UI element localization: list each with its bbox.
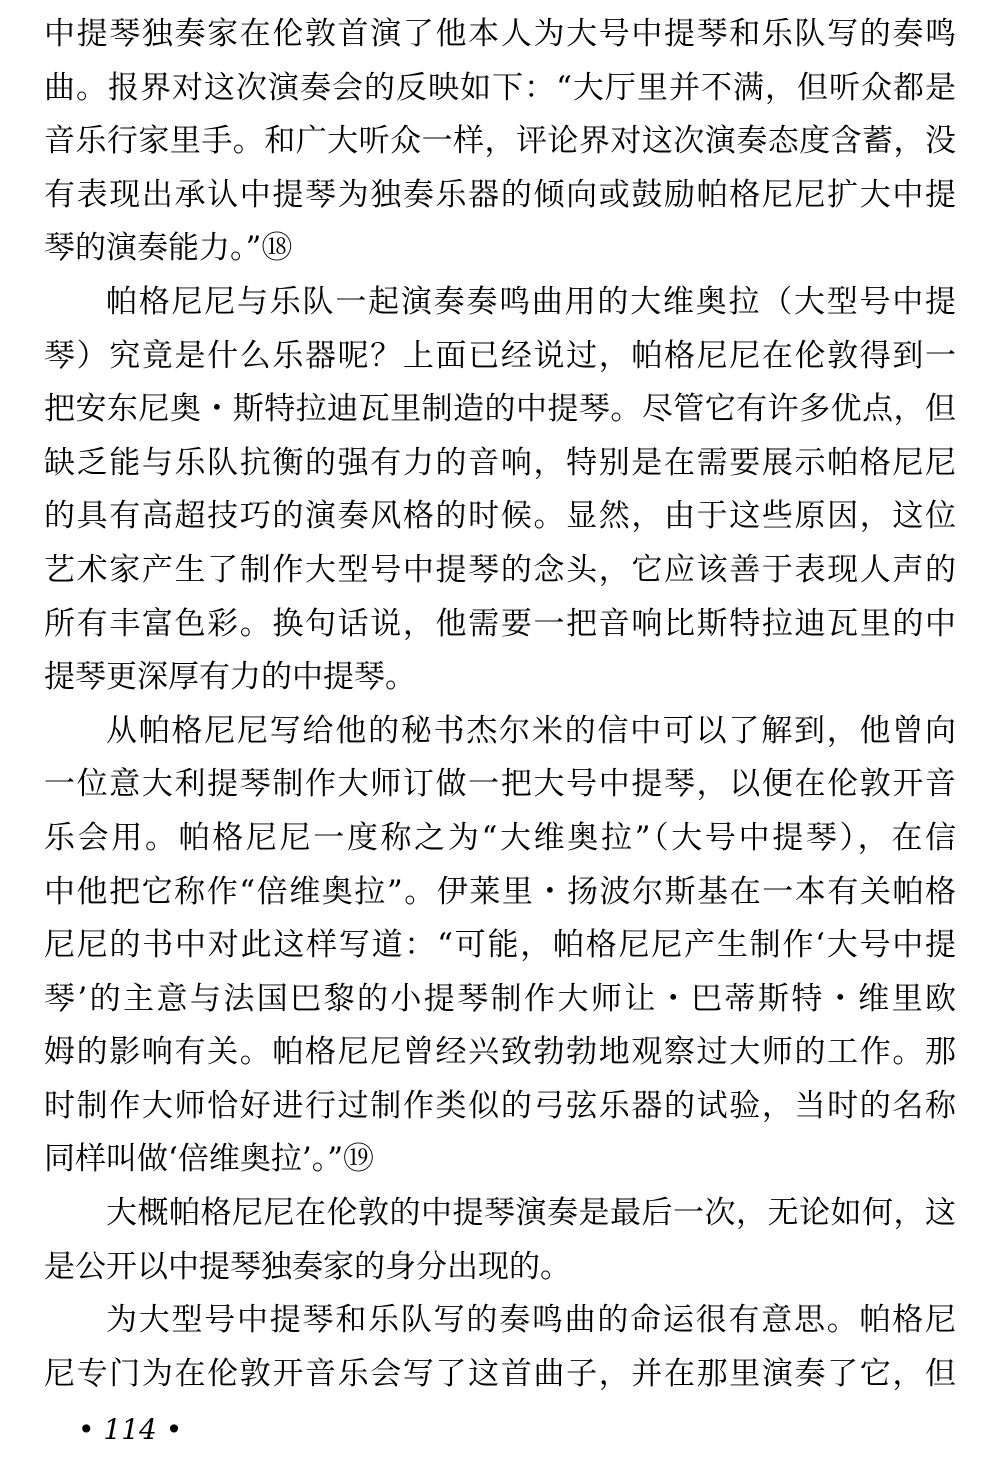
text-line: 所有丰富色彩。换句话说，他需要一把音响比斯特拉迪瓦里的中: [44, 605, 956, 642]
text-line: 艺术家产生了制作大型号中提琴的念头，它应该善于表现人声的: [44, 551, 956, 588]
text-line: 中提琴独奏家在伦敦首演了他本人为大号中提琴和乐队写的奏鸣: [44, 16, 956, 52]
text-line: 的具有高超技巧的演奏风格的时候。显然，由于这些原因，这位: [44, 498, 956, 535]
text-line: 有表现出承认中提琴为独奏乐器的倾向或鼓励帕格尼尼扩大中提: [44, 176, 956, 213]
text-line: 从帕格尼尼写给他的秘书杰尔米的信中可以了解到，他曾向: [106, 712, 956, 749]
text-line: 尼专门为在伦敦开音乐会写了这首曲子，并在那里演奏了它，但: [44, 1355, 956, 1392]
paragraph: [44, 705, 956, 1187]
text-line: 琴’的主意与法国巴黎的小提琴制作大师让・巴蒂斯特・维里欧: [44, 980, 956, 1017]
text-line: 缺乏能与乐队抗衡的强有力的音响，特别是在需要展示帕格尼尼: [44, 444, 956, 481]
paragraph: [44, 276, 956, 705]
text-line: 音乐行家里手。和广大听众一样，评论界对这次演奏态度含蓄，没: [44, 123, 956, 160]
text-line: 把安东尼奥・斯特拉迪瓦里制造的中提琴。尽管它有许多优点，但: [44, 391, 956, 428]
paragraph: [44, 1294, 956, 1401]
text-line: 一位意大利提琴制作大师订做一把大号中提琴，以便在伦敦开音: [44, 766, 956, 803]
text-line: 是公开以中提琴独奏家的身分出现的。: [44, 1248, 571, 1285]
text-line: 曲。报界对这次演奏会的反映如下：“大厅里并不满，但听众都是: [44, 69, 956, 106]
text-line: 中他把它称作“倍维奥拉”。伊莱里・扬波尔斯基在一本有关帕格: [44, 873, 956, 910]
text-line: 琴）究竟是什么乐器呢？上面已经说过，帕格尼尼在伦敦得到一: [44, 337, 956, 374]
text-line: 琴的演奏能力。”⑱: [44, 230, 293, 267]
paragraph: [44, 1187, 956, 1294]
text-line: 乐会用。帕格尼尼一度称之为“大维奥拉”（大号中提琴），在信: [44, 819, 956, 856]
text-line: 为大型号中提琴和乐队写的奏鸣曲的命运很有意思。帕格尼: [106, 1302, 956, 1339]
text-line: 提琴更深厚有力的中提琴。: [44, 659, 416, 696]
page-number: • 114 •: [78, 1413, 183, 1446]
text-line: 大概帕格尼尼在伦敦的中提琴演奏是最后一次，无论如何，这: [106, 1195, 956, 1232]
text-line: 帕格尼尼与乐队一起演奏奏鸣曲用的大维奥拉（大型号中提: [106, 283, 956, 320]
text-line: 姆的影响有关。帕格尼尼曾经兴致勃勃地观察过大师的工作。那: [44, 1034, 956, 1071]
text-line: 同样叫做‘倍维奥拉’。”⑲: [44, 1141, 375, 1178]
text-line: 时制作大师恰好进行过制作类似的弓弦乐器的试验，当时的名称: [44, 1087, 956, 1124]
page-text: [44, 8, 956, 1401]
paragraph: [44, 8, 956, 276]
text-line: 尼尼的书中对此这样写道：“可能，帕格尼尼产生制作‘大号中提: [44, 927, 956, 964]
